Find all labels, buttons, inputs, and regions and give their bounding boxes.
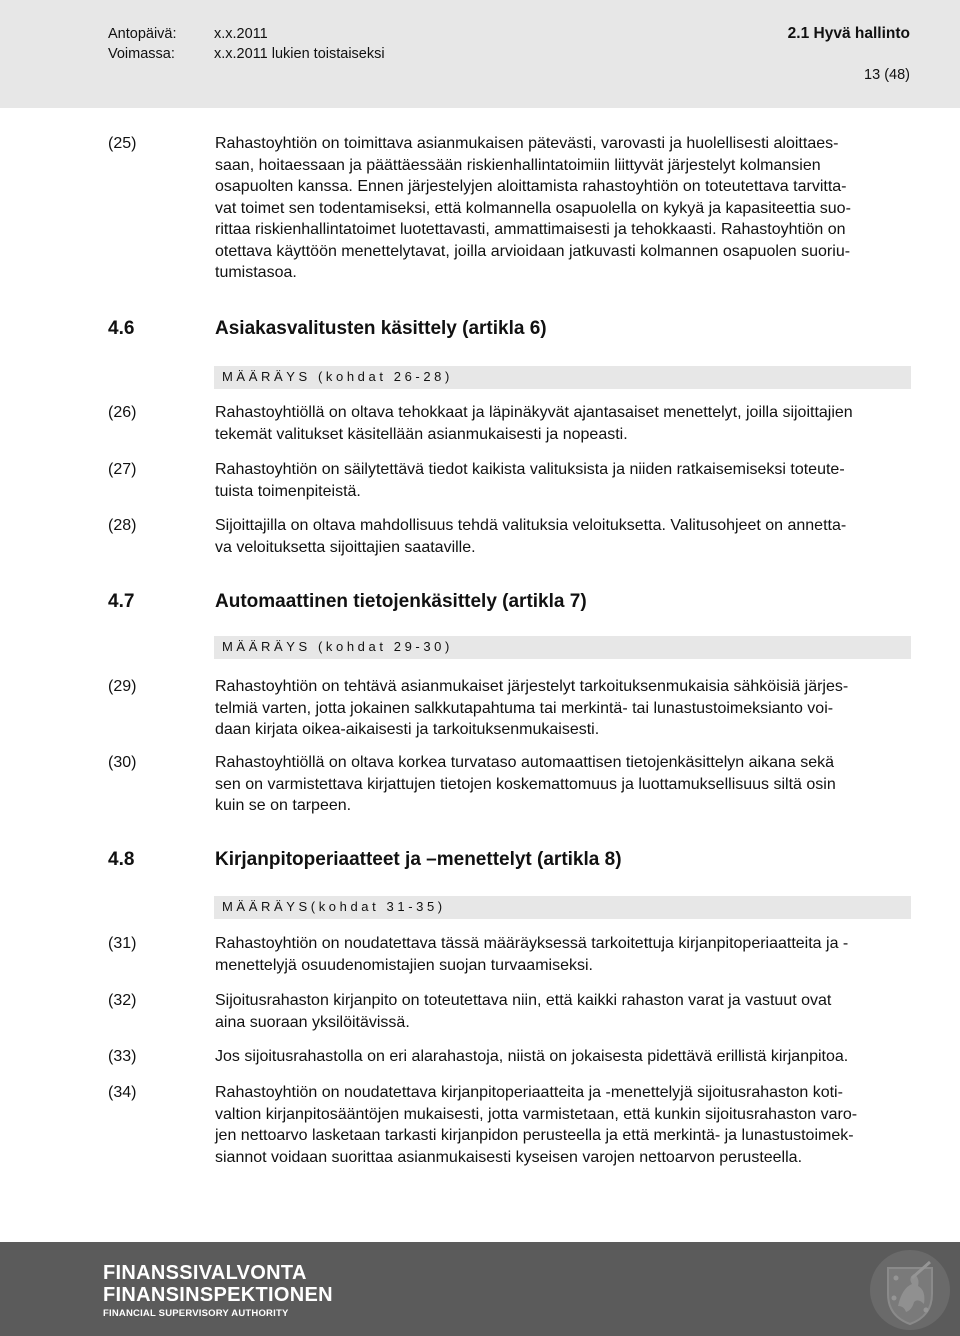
text-line: tumistasoa. [215, 264, 297, 281]
section-number: 4.6 [108, 318, 135, 339]
logo-line-finnish: FINANSSIVALVONTA [103, 1262, 307, 1284]
regulation-bar-4-8 [214, 896, 911, 919]
paragraph-text [215, 676, 907, 741]
logo-line-english: FINANCIAL SUPERVISORY AUTHORITY [103, 1308, 289, 1319]
paragraph-number: (30) [108, 754, 137, 771]
paragraph-text [215, 1082, 907, 1168]
section-number: 4.8 [108, 849, 135, 870]
text-line: vat toimet sen todentamiseksi, että kolmannella osapuolella on kykyä ja kapasiteettia suo- [215, 199, 851, 217]
valid-value: x.x.2011 lukien toistaiseksi [214, 46, 385, 62]
paragraph-text [215, 515, 907, 558]
text-line: siannot voidaan suorittaa asianmukaisesti kyseisen varojen nettoarvon perusteella. [215, 1148, 803, 1166]
valid-label: Voimassa: [108, 46, 175, 62]
section-title: 2.1 Hyvä hallinto [787, 25, 910, 42]
text-line: Jos sijoitusrahastolla on eri alarahastoja, niistä on jokaisesta pidettävä erillistä kirjanpitoa. [215, 1048, 849, 1065]
text-line: valtion kirjanpitosääntöjen mukaisesti, jotta varmistetaan, että kunkin sijoitusrahaston varo- [215, 1105, 858, 1123]
text-line: rittaa riskienhallintatoimet luotettavasti, ammattimaisesti ja tehokkaasti. Rahastoyhtiön on [215, 221, 846, 238]
paragraph-text [215, 1046, 907, 1068]
text-line: tuista toimenpiteistä. [215, 482, 361, 500]
issued-date-value: x.x.2011 [214, 26, 268, 42]
section-heading-title: Asiakasvalitusten käsittely (artikla 6) [215, 318, 547, 339]
logo-line-swedish: FINANSINSPEKTIONEN [103, 1284, 333, 1306]
text-line: aina suoraan yksilöitävissä. [215, 1013, 410, 1031]
text-line: Rahastoyhtiön on toimittava asianmukaisen pätevästi, varovasti ja huolellisesti aloittaes- [215, 135, 839, 152]
paragraph-number: (31) [108, 935, 137, 952]
text-line: osapuolten kanssa. Ennen järjestelyjen aloittamista rahastoyhtiön on toteutettava tarvitta- [215, 178, 847, 195]
text-line: va veloituksetta sijoittajien saataville. [215, 538, 476, 556]
text-line: Sijoitusrahaston kirjanpito on toteutettava niin, että kaikki rahaston varat ja vastuut ovat [215, 992, 832, 1009]
text-line: menettelyjä osuudenomistajien suojan turvaamiseksi. [215, 956, 593, 974]
text-line: jen nettoarvo lasketaan tarkasti kirjanpidon perusteella ja että merkintä- ja lunastustoimek- [215, 1127, 854, 1144]
paragraph-number: (28) [108, 517, 137, 534]
page-number: 13 (48) [864, 67, 910, 83]
paragraph-number: (25) [108, 135, 137, 152]
section-heading-title: Automaattinen tietojenkäsittely (artikla 7) [215, 591, 587, 612]
text-line: kuin se on tarpeen. [215, 797, 352, 814]
regulation-label: MÄÄRÄYS (kohdat 29-30) [222, 639, 453, 654]
paragraph-text [215, 459, 907, 502]
paragraph-number: (33) [108, 1048, 137, 1065]
text-line: daan kirjata oikea-aikaisesti ja tarkoituksenmukaisesti. [215, 721, 600, 738]
paragraph-text [215, 133, 907, 284]
page-footer [0, 1242, 960, 1336]
text-line: Rahastoyhtiön on tehtävä asianmukaiset järjestelyt tarkoituksenmukaisia sähköisiä järjes- [215, 678, 849, 695]
coat-of-arms-icon [868, 1248, 952, 1332]
paragraph-text [215, 752, 907, 817]
regulation-label: MÄÄRÄYS (kohdat 26-28) [222, 369, 453, 384]
text-line: Rahastoyhtiön on noudatettava kirjanpitoperiaatteita ja -menettelyjä sijoitusrahaston koti- [215, 1084, 843, 1101]
paragraph-number: (34) [108, 1084, 137, 1101]
section-heading-title: Kirjanpitoperiaatteet ja –menettelyt (artikla 8) [215, 849, 622, 870]
text-line: telmiä varten, jotta jokainen salkkutapahtuma tai merkintä- tai lunastustoimeksianto voi- [215, 699, 834, 717]
text-line: Rahastoyhtiöllä on oltava tehokkaat ja läpinäkyvät ajantasaiset menettelyt, joilla sijoittajien [215, 404, 853, 421]
paragraph-text [215, 402, 907, 445]
text-line: saan, hoitaessaan ja päättäessään riskienhallintatoimiin liittyvät järjestelyt kolmansien [215, 156, 821, 174]
text-line: Sijoittajilla on oltava mahdollisuus tehdä valituksia veloituksetta. Valitusohjeet on annetta- [215, 517, 847, 534]
page-header [0, 0, 960, 108]
text-line: Rahastoyhtiön on noudatettava tässä määräyksessä tarkoitettuja kirjanpitoperiaatteita ja - [215, 935, 849, 952]
regulation-bar-4-6 [214, 366, 911, 389]
paragraph-number: (29) [108, 678, 137, 695]
paragraph-number: (32) [108, 992, 137, 1009]
section-number: 4.7 [108, 591, 135, 612]
paragraph-text [215, 933, 907, 976]
text-line: Rahastoyhtiön on säilytettävä tiedot kaikista valituksista ja niiden ratkaisemiseksi toteute- [215, 461, 845, 478]
paragraph-number: (26) [108, 404, 137, 421]
regulation-label: MÄÄRÄYS(kohdat 31-35) [222, 899, 446, 914]
text-line: sen on varmistettava kirjattujen tietojen koskemattomuus ja luottamuksellisuus siltä osin [215, 775, 836, 793]
paragraph-text [215, 990, 907, 1033]
regulation-bar-4-7 [214, 636, 911, 659]
text-line: Rahastoyhtiöllä on oltava korkea turvataso automaattisen tietojenkäsittelyn aikana sekä [215, 754, 835, 771]
issued-date-label: Antopäivä: [108, 26, 177, 42]
text-line: otettava käyttöön menettelytavat, joilla arvioidaan jatkuvasti kolmannen osapuolen suoriu- [215, 242, 851, 260]
text-line: tekemät valitukset käsitellään asianmukaisesti ja nopeasti. [215, 425, 628, 443]
paragraph-number: (27) [108, 461, 137, 478]
